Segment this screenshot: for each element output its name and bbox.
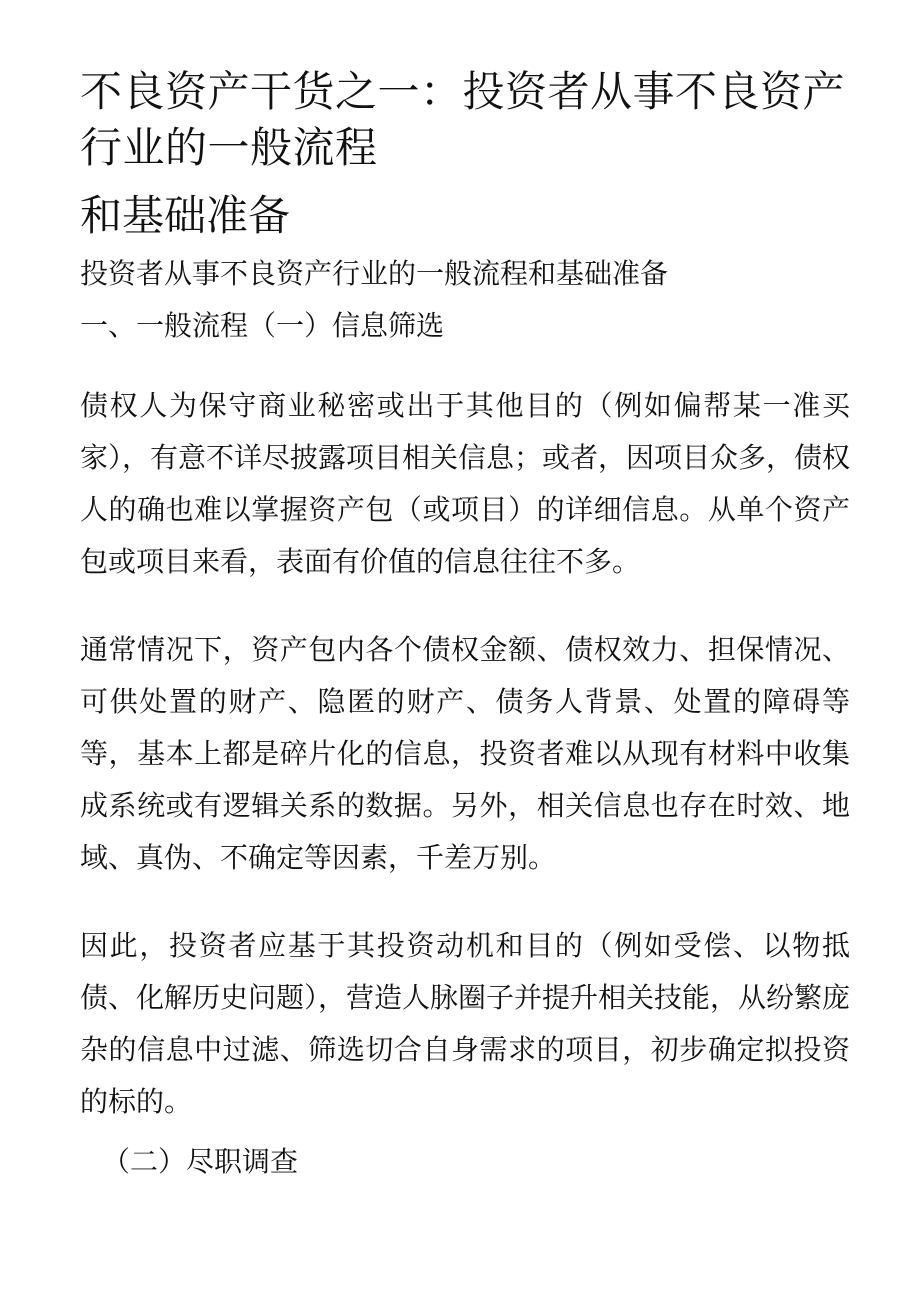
document-subtitle: 投资者从事不良资产行业的一般流程和基础准备 bbox=[80, 257, 669, 290]
paragraph: 通常情况下，资产包内各个债权金额、债权效力、担保情况、可供处置的财产、隐匿的财产、债务人背景、处置的障碍等等，基本上都是碎片化的信息，投资者难以从现有材料中收集成系统或有逻辑关系的数据。另外，相关信息也存在时效、地域、真伪、不确定等因素，千差万别。 bbox=[80, 633, 850, 874]
paragraph: 因此，投资者应基于其投资动机和目的（例如受偿、以物抵债、化解历史问题），营造人脉圈子并提升相关技能，从纷繁庞杂的信息中过滤、筛选切合自身需求的项目，初步确定拟投资的标的。 bbox=[80, 929, 851, 1118]
document-title: 不良资产干货之一：投资者从事不良资产行业的一般流程 bbox=[80, 67, 846, 172]
document-title-continued: 和基础准备 bbox=[80, 191, 291, 240]
paragraph: 债权人为保守商业秘密或出于其他目的（例如偏帮某一准买家），有意不详尽披露项目相关信息；或者，因项目众多，债权人的确也难以掌握资产包（或项目）的详细信息。从单个资产包或项目来看，表面有价值的信息往往不多。 bbox=[80, 389, 851, 578]
section-heading: 一、一般流程（一）信息筛选 bbox=[80, 309, 445, 342]
sub-section-heading: （二）尽职调查 bbox=[102, 1145, 299, 1178]
document-page bbox=[80, 0, 850, 1188]
